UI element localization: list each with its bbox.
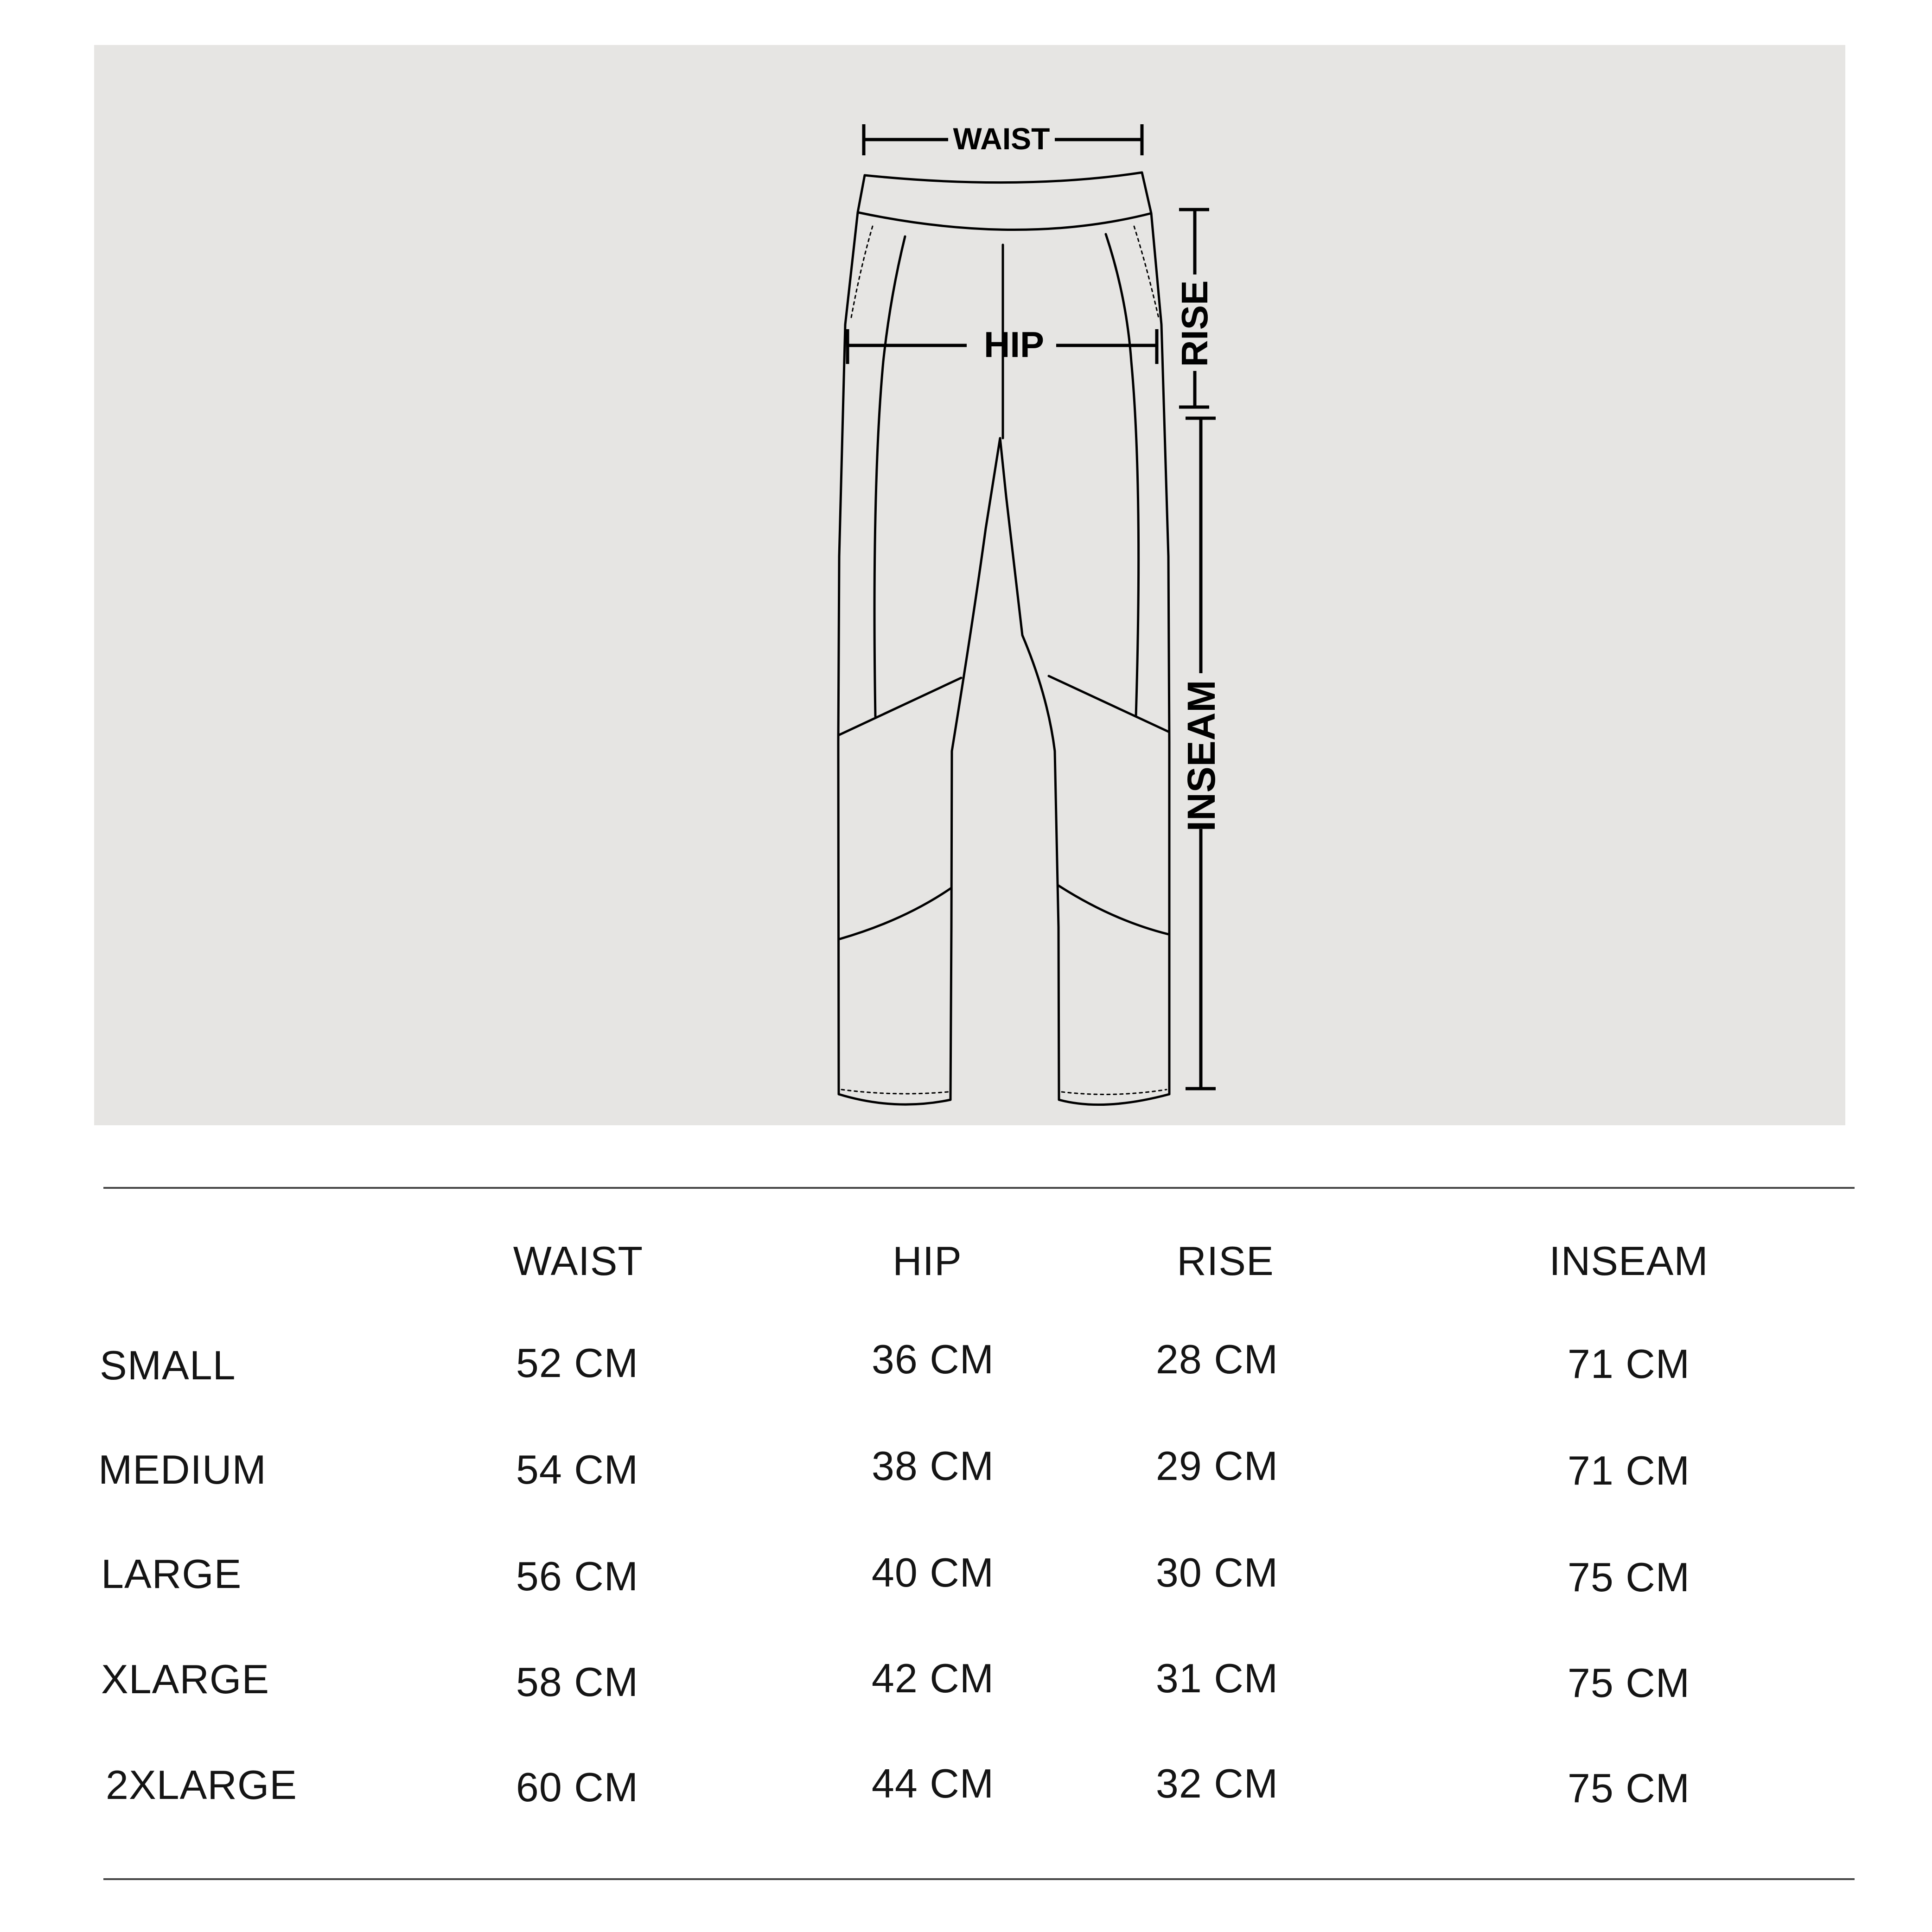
cell-waist: 60 CM <box>516 1764 639 1810</box>
cell-hip: 42 CM <box>871 1655 995 1701</box>
cell-rise: 29 CM <box>1155 1443 1279 1489</box>
cell-waist: 58 CM <box>516 1659 639 1705</box>
rise-label: RISE <box>1174 280 1215 367</box>
cell-rise: 32 CM <box>1155 1760 1279 1806</box>
row-label-large: LARGE <box>101 1551 242 1597</box>
cell-hip: 44 CM <box>871 1760 995 1806</box>
inseam-label: INSEAM <box>1180 680 1223 832</box>
diagram-background <box>94 45 1845 1125</box>
row-label-2xlarge: 2XLARGE <box>106 1762 297 1808</box>
cell-hip: 36 CM <box>871 1336 995 1382</box>
column-header-rise: RISE <box>1177 1238 1274 1284</box>
table-bottom-rule <box>103 1878 1855 1880</box>
cell-rise: 28 CM <box>1155 1336 1279 1382</box>
row-label-medium: MEDIUM <box>98 1447 267 1492</box>
cell-hip: 40 CM <box>871 1549 995 1595</box>
cell-inseam: 75 CM <box>1567 1765 1690 1811</box>
cell-hip: 38 CM <box>871 1443 995 1489</box>
column-header-waist: WAIST <box>513 1238 644 1284</box>
cell-rise: 31 CM <box>1155 1655 1279 1701</box>
cell-inseam: 71 CM <box>1567 1341 1690 1387</box>
waist-label: WAIST <box>953 121 1050 156</box>
cell-waist: 54 CM <box>516 1447 639 1492</box>
row-label-xlarge: XLARGE <box>101 1656 270 1702</box>
hip-label: HIP <box>983 324 1045 365</box>
cell-inseam: 71 CM <box>1567 1447 1690 1493</box>
row-label-small: SMALL <box>100 1342 236 1388</box>
cell-rise: 30 CM <box>1155 1549 1279 1595</box>
column-header-inseam: INSEAM <box>1549 1238 1709 1284</box>
column-header-hip: HIP <box>893 1238 962 1284</box>
cell-waist: 56 CM <box>516 1553 639 1599</box>
cell-inseam: 75 CM <box>1567 1660 1690 1706</box>
cell-waist: 52 CM <box>516 1340 639 1386</box>
table-top-rule <box>103 1187 1855 1189</box>
cell-inseam: 75 CM <box>1567 1554 1690 1600</box>
